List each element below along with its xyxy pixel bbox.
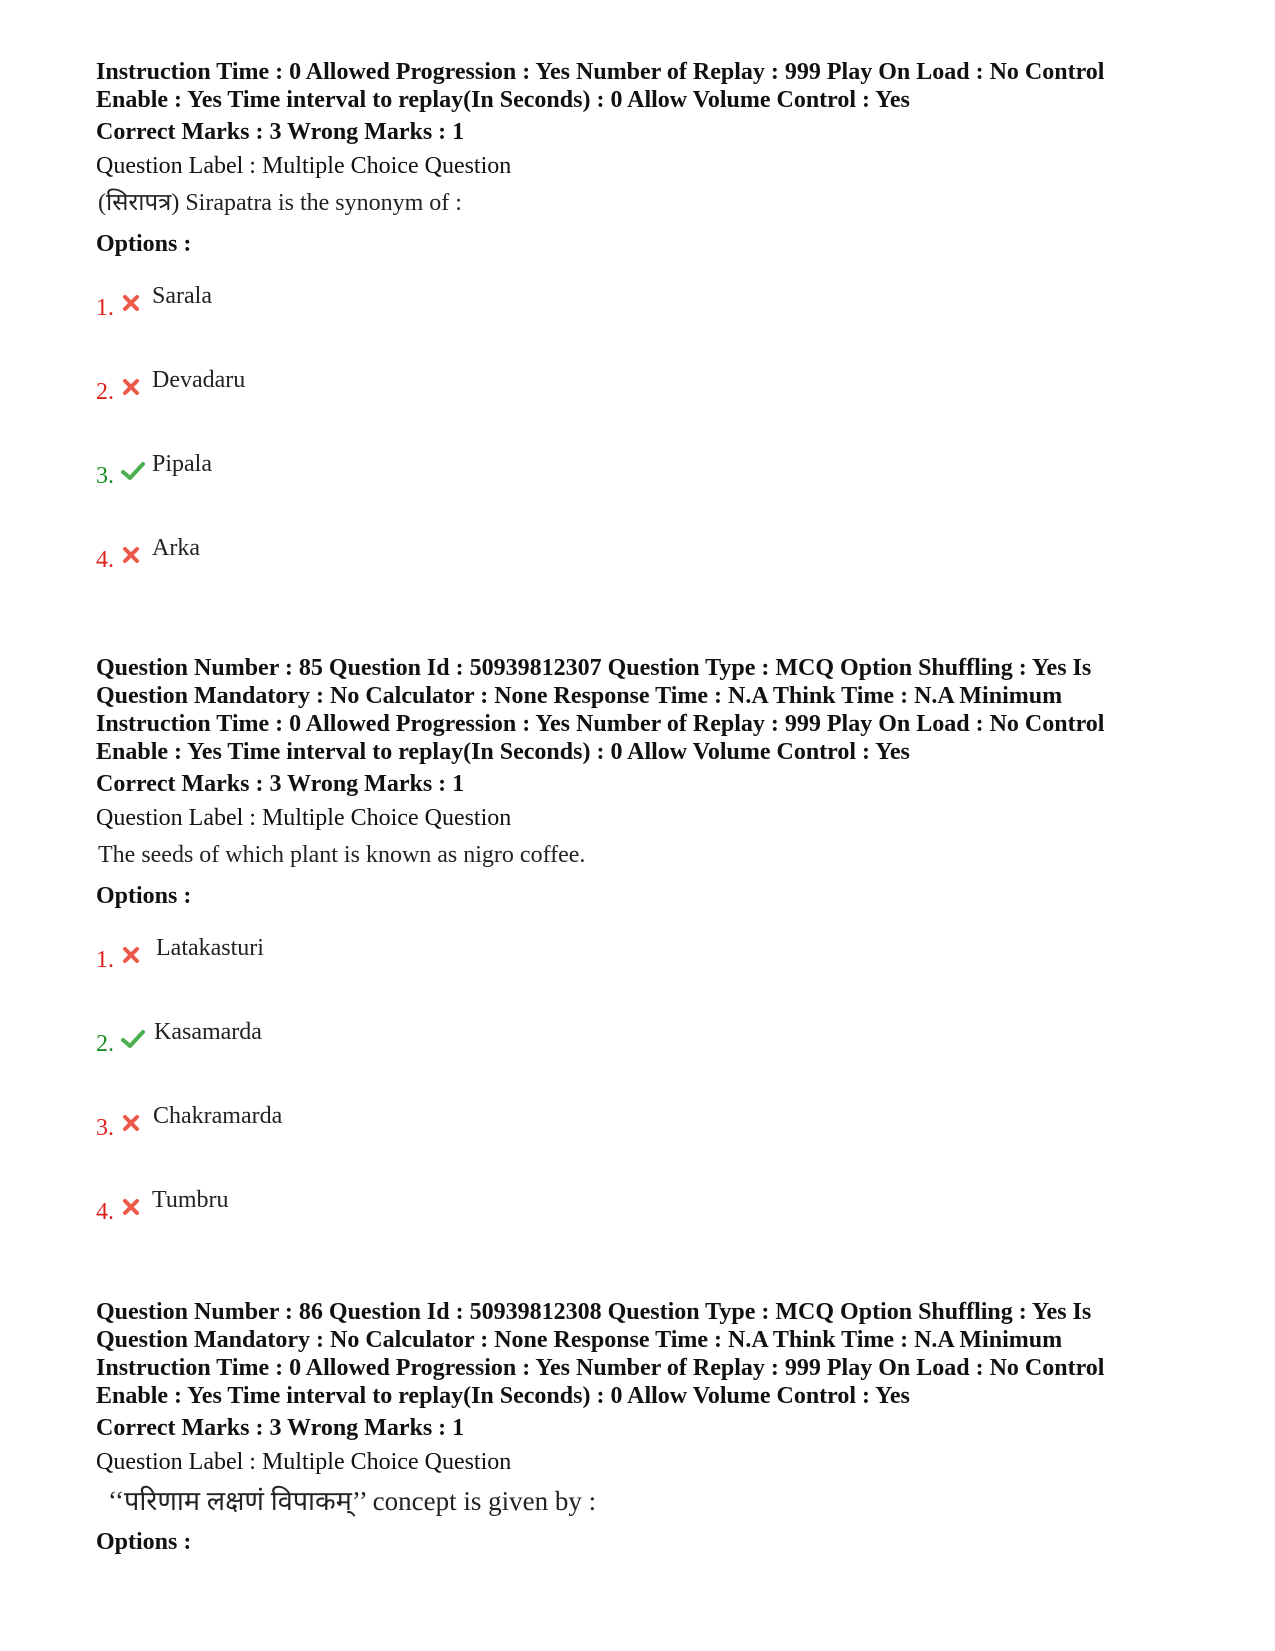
- cross-icon: [121, 377, 141, 397]
- question-meta-line: Enable : Yes Time interval to replay(In Seconds) : 0 Allow Volume Control : Yes: [96, 87, 910, 113]
- option-number: 4.: [96, 547, 114, 573]
- option-number: 3.: [96, 463, 114, 489]
- question-text: ‘‘परिणाम लक्षणं विपाकम्’’ concept is given by :: [108, 1486, 597, 1516]
- marks-line: Correct Marks : 3 Wrong Marks : 1: [96, 771, 465, 797]
- question-meta-line: Instruction Time : 0 Allowed Progression : Yes Number of Replay : 999 Play On Load : No Control: [96, 59, 1105, 85]
- question-meta-line: Instruction Time : 0 Allowed Progression : Yes Number of Replay : 999 Play On Load : No Control: [96, 711, 1105, 737]
- option-text: Pipala: [152, 451, 212, 477]
- option-number: 2.: [96, 1031, 114, 1057]
- marks-line: Correct Marks : 3 Wrong Marks : 1: [96, 119, 465, 145]
- check-icon: [121, 461, 145, 481]
- option-text: Kasamarda: [154, 1019, 262, 1045]
- option-item: [96, 262, 1196, 346]
- question-block: [96, 654, 1196, 1250]
- marks-line: Correct Marks : 3 Wrong Marks : 1: [96, 1415, 465, 1441]
- option-text: Devadaru: [152, 367, 246, 393]
- question-meta-line: Enable : Yes Time interval to replay(In Seconds) : 0 Allow Volume Control : Yes: [96, 1383, 910, 1409]
- spacer: [96, 1250, 1196, 1298]
- options-list: [96, 262, 1196, 598]
- question-label: Question Label : Multiple Choice Question: [96, 153, 512, 179]
- cross-icon: [121, 293, 141, 313]
- option-number: 2.: [96, 379, 114, 405]
- option-item: [96, 914, 1196, 998]
- options-label: Options :: [96, 883, 192, 909]
- question-text: (सिरापत्र) Sirapatra is the synonym of :: [98, 190, 462, 216]
- option-item: [96, 430, 1196, 514]
- option-text: Arka: [152, 535, 200, 561]
- question-meta-line: Enable : Yes Time interval to replay(In Seconds) : 0 Allow Volume Control : Yes: [96, 739, 910, 765]
- option-number: 1.: [96, 295, 114, 321]
- question-meta-line: Instruction Time : 0 Allowed Progression : Yes Number of Replay : 999 Play On Load : No Control: [96, 1355, 1105, 1381]
- options-label: Options :: [96, 1529, 192, 1555]
- option-text: Sarala: [152, 283, 212, 309]
- option-number: 4.: [96, 1199, 114, 1225]
- question-meta-line: Question Mandatory : No Calculator : None Response Time : N.A Think Time : N.A Minimum: [96, 1327, 1063, 1353]
- options-label: Options :: [96, 231, 192, 257]
- question-meta-line: Question Number : 85 Question Id : 50939812307 Question Type : MCQ Option Shuffling : Yes Is: [96, 655, 1092, 681]
- option-item: [96, 514, 1196, 598]
- cross-icon: [121, 1197, 141, 1217]
- cross-icon: [121, 545, 141, 565]
- option-number: 1.: [96, 947, 114, 973]
- option-item: [96, 1166, 1196, 1250]
- cross-icon: [121, 945, 141, 965]
- question-text: The seeds of which plant is known as nigro coffee.: [98, 842, 586, 868]
- options-list: [96, 914, 1196, 1250]
- option-item: [96, 998, 1196, 1082]
- option-item: [96, 1082, 1196, 1166]
- spacer: [96, 598, 1196, 654]
- option-number: 3.: [96, 1115, 114, 1141]
- cross-icon: [121, 1113, 141, 1133]
- question-label: Question Label : Multiple Choice Question: [96, 1449, 512, 1475]
- question-meta-line: Question Mandatory : No Calculator : None Response Time : N.A Think Time : N.A Minimum: [96, 683, 1063, 709]
- option-item: [96, 346, 1196, 430]
- document-page: [96, 58, 1196, 1556]
- question-block: [96, 1298, 1196, 1556]
- question-meta-line: Question Number : 86 Question Id : 50939812308 Question Type : MCQ Option Shuffling : Yes Is: [96, 1299, 1092, 1325]
- option-text: Latakasturi: [156, 935, 264, 961]
- option-text: Chakramarda: [153, 1103, 283, 1129]
- question-label: Question Label : Multiple Choice Question: [96, 805, 512, 831]
- question-block: [96, 58, 1196, 598]
- check-icon: [121, 1029, 145, 1049]
- option-text: Tumbru: [152, 1187, 229, 1213]
